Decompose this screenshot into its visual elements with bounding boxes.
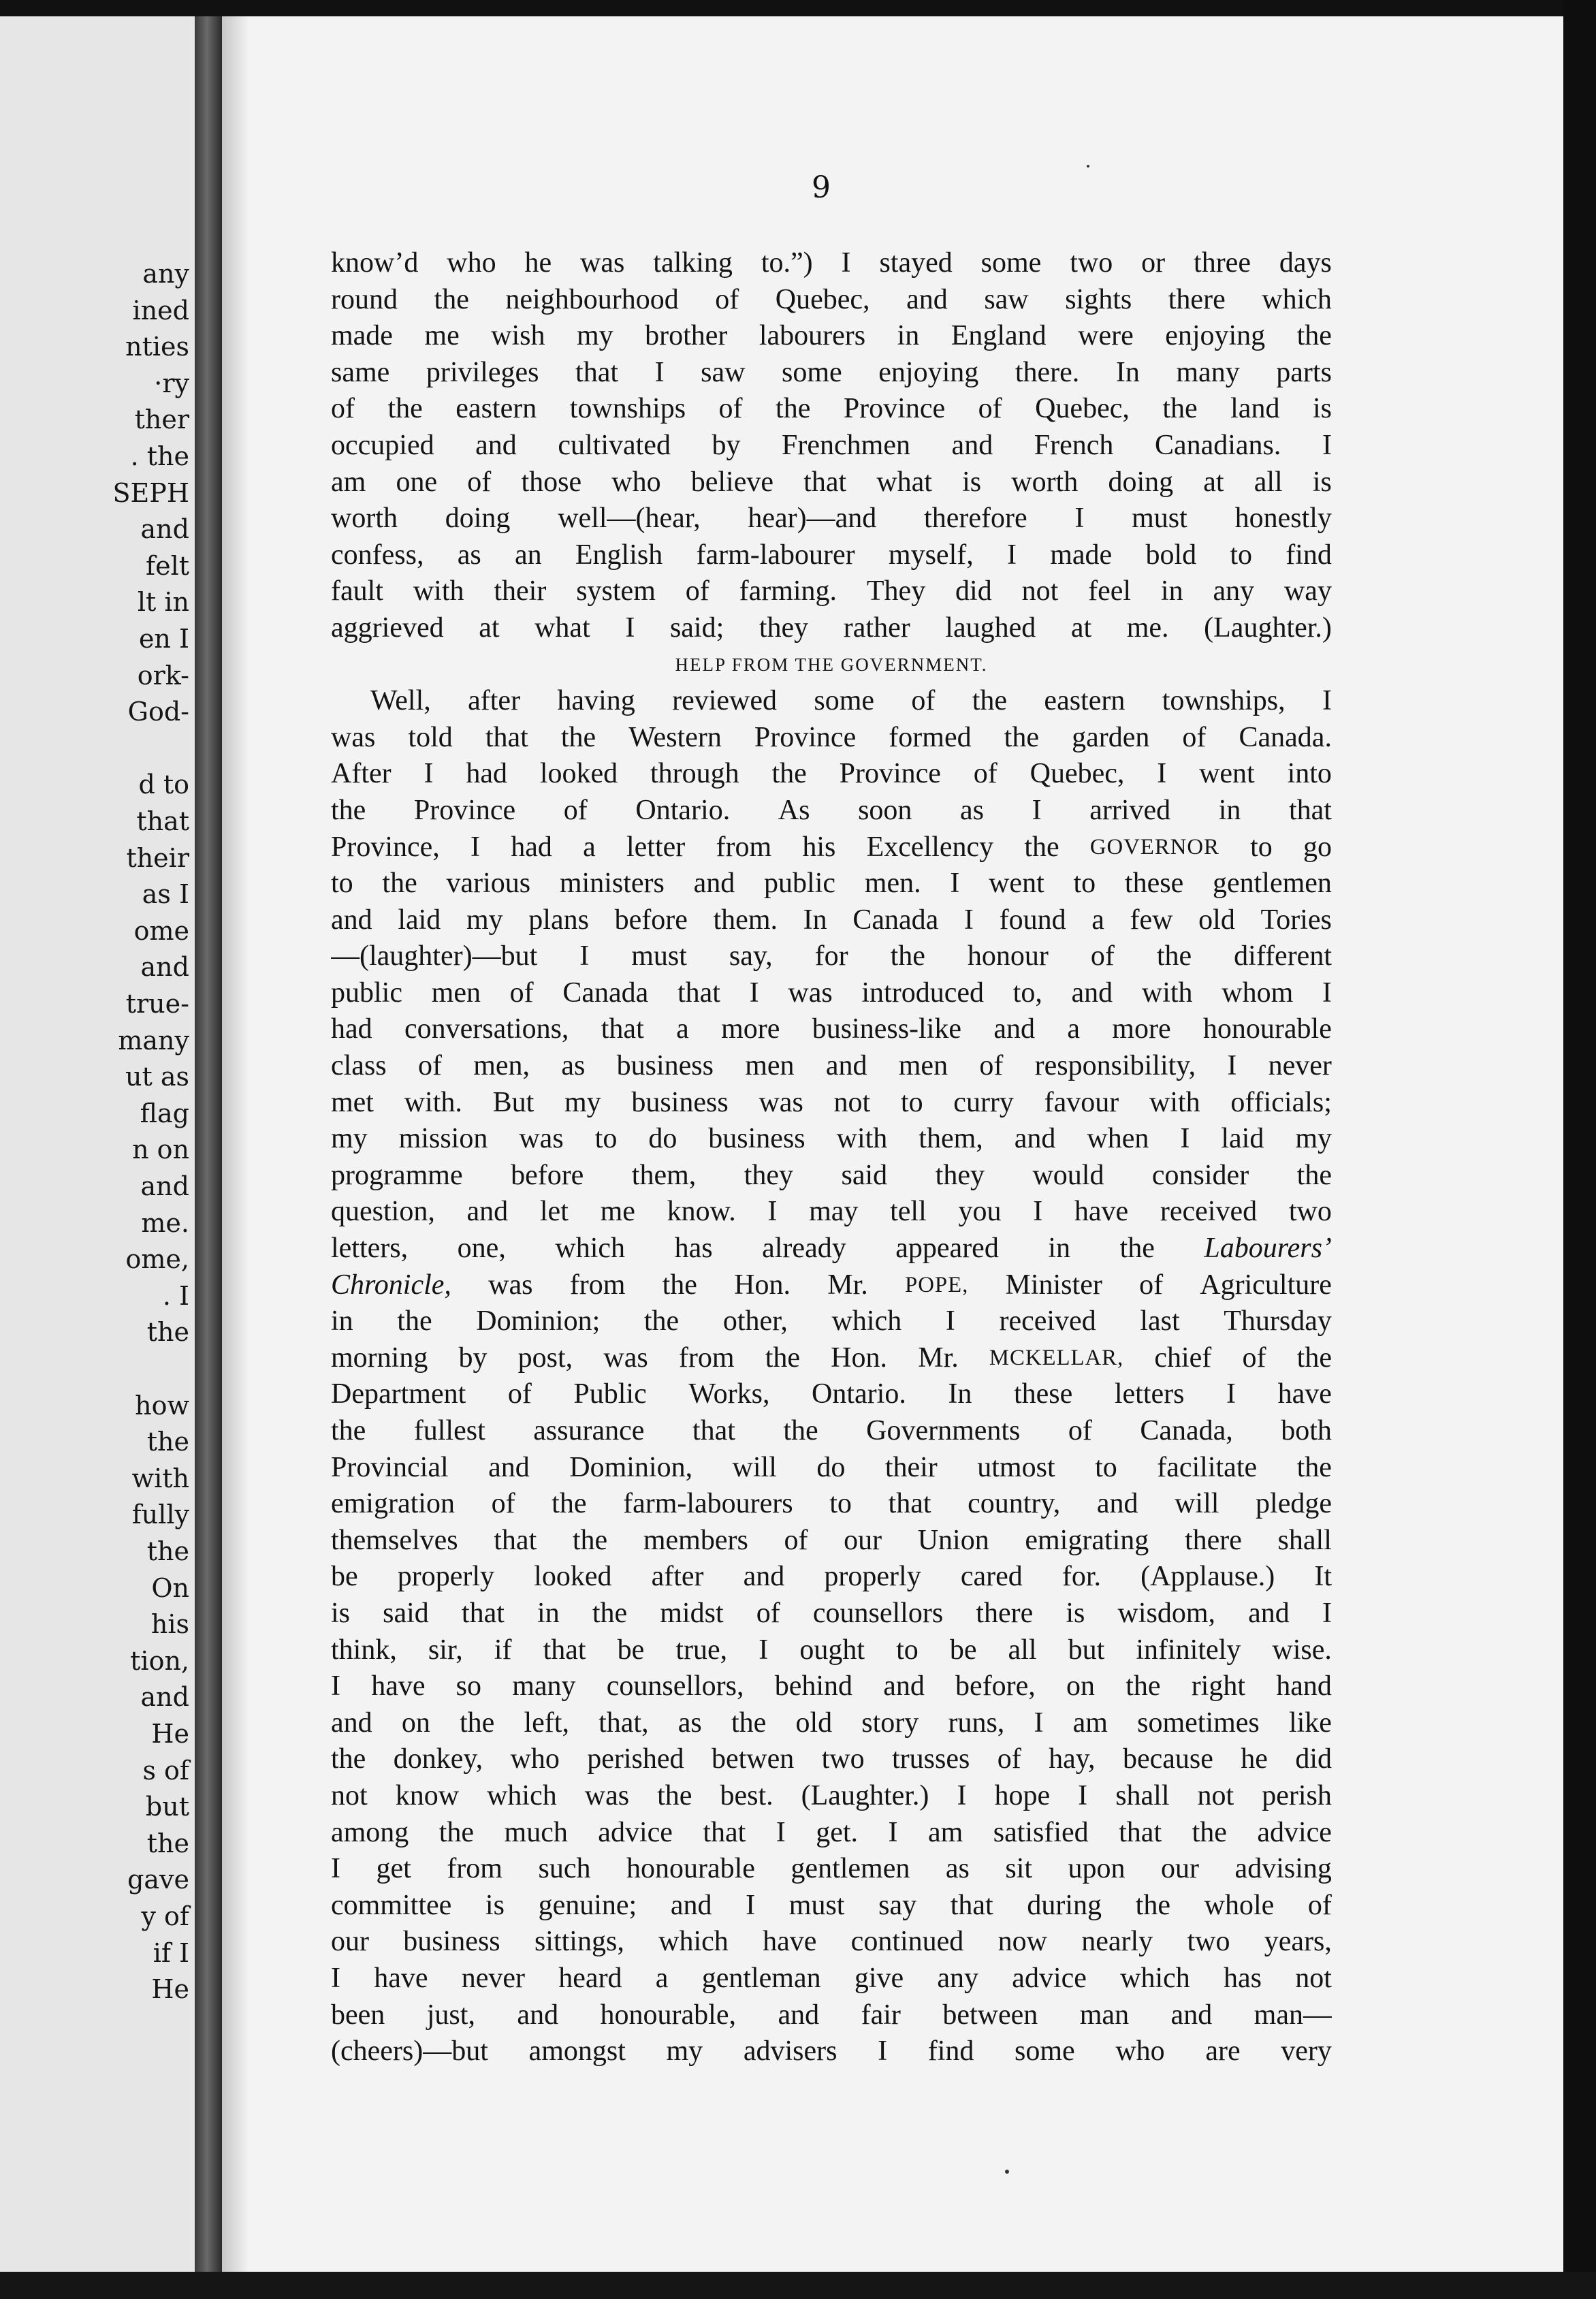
left-page-line-fragment: d to bbox=[138, 770, 189, 800]
text-line: and on the left, that, as the old story runs, I am sometimes like bbox=[331, 1707, 1332, 1739]
left-page-line-fragment: lt in bbox=[137, 587, 189, 618]
left-page-line-fragment: He bbox=[151, 1974, 189, 2005]
left-page-line-fragment: the bbox=[146, 1317, 189, 1348]
text-line: had conversations, that a more business-like and a more honourable bbox=[331, 1013, 1332, 1045]
right-page bbox=[222, 16, 1563, 2272]
left-page-line-fragment: ork- bbox=[137, 660, 189, 691]
text-line: confess, as an English farm-labourer myself, I made bold to find bbox=[331, 539, 1332, 571]
text-line: the Province of Ontario. As soon as I arrived in that bbox=[331, 794, 1332, 826]
left-page-line-fragment: n on bbox=[132, 1135, 189, 1165]
text-line: met with. But my business was not to curry favour with officials; bbox=[331, 1086, 1332, 1118]
text-line: among the much advice that I get. I am satisfied that the advice bbox=[331, 1816, 1332, 1848]
text-line: After I had looked through the Province of Quebec, I went into bbox=[331, 758, 1332, 790]
text-line: class of men, as business men and men of responsibility, I never bbox=[331, 1050, 1332, 1082]
text-line: Province, I had a letter from his Excellency the GOVERNOR to go bbox=[331, 831, 1332, 863]
left-page-line-fragment: the bbox=[146, 1828, 189, 1858]
text-line: —(laughter)—but I must say, for the honour of the different bbox=[331, 940, 1332, 972]
left-page-line-fragment: ined bbox=[132, 295, 189, 326]
left-page-line-fragment: and bbox=[140, 952, 189, 983]
text-line: committee is genuine; and I must say that during the whole of bbox=[331, 1889, 1332, 1921]
left-page-line-fragment: if I bbox=[153, 1937, 189, 1968]
text-line: and laid my plans before them. In Canada I found a few old Tories bbox=[331, 904, 1332, 936]
text-line: be properly looked after and properly cared for. (Applause.) It bbox=[331, 1561, 1332, 1593]
left-page-line-fragment: nties bbox=[125, 332, 189, 362]
left-page-line-fragment: that bbox=[136, 806, 189, 836]
left-page-line-fragment: but bbox=[145, 1792, 189, 1822]
page-body-text bbox=[331, 245, 1332, 2070]
left-page-line-fragment: any bbox=[142, 259, 189, 289]
text-line: not know which was the best. (Laughter.) I hope I shall not perish bbox=[331, 1779, 1332, 1811]
left-page-line-fragment: ut as bbox=[125, 1062, 189, 1092]
text-line: fault with their system of farming. They did not feel in any way bbox=[331, 575, 1332, 607]
text-line: round the neighbourhood of Quebec, and saw sights there which bbox=[331, 283, 1332, 315]
left-page-line-fragment: en I bbox=[138, 624, 189, 654]
text-line: aggrieved at what I said; they rather laughed at me. (Laughter.) bbox=[331, 612, 1332, 644]
text-line: is said that in the midst of counsellors there is wisdom, and I bbox=[331, 1597, 1332, 1629]
text-line: I have never heard a gentleman give any advice which has not bbox=[331, 1962, 1332, 1994]
left-page-line-fragment: s of bbox=[142, 1755, 189, 1786]
left-page-line-fragment: many bbox=[118, 1025, 189, 1056]
text-line: Department of Public Works, Ontario. In these letters I have bbox=[331, 1378, 1332, 1410]
left-page-line-fragment: ther bbox=[134, 405, 189, 435]
left-page-line-fragment: ome, bbox=[125, 1244, 189, 1275]
scan-top-border bbox=[0, 0, 1596, 16]
left-page-line-fragment: true- bbox=[125, 989, 189, 1019]
left-page-line-fragment: the bbox=[146, 1536, 189, 1566]
text-line: emigration of the farm-labourers to that country, and will pledge bbox=[331, 1488, 1332, 1520]
text-line: I get from such honourable gentlemen as sit upon our advising bbox=[331, 1853, 1332, 1885]
left-page-line-fragment: tion, bbox=[130, 1645, 189, 1676]
left-page-line-fragment: God- bbox=[127, 697, 189, 727]
scan-bottom-border bbox=[0, 2272, 1596, 2299]
text-line: made me wish my brother labourers in England were enjoying the bbox=[331, 320, 1332, 352]
page-number: 9 bbox=[812, 170, 831, 205]
section-heading: HELP FROM THE GOVERNMENT. bbox=[675, 654, 988, 675]
left-page-line-fragment: and bbox=[140, 514, 189, 545]
left-page-line-fragment: fully bbox=[131, 1500, 189, 1530]
text-line: been just, and honourable, and fair between man and man— bbox=[331, 1999, 1332, 2031]
left-page-line-fragment: . the bbox=[130, 441, 189, 471]
text-line: worth doing well—(hear, hear)—and therefore I must honestly bbox=[331, 503, 1332, 535]
text-line: occupied and cultivated by Frenchmen and French Canadians. I bbox=[331, 429, 1332, 461]
ink-speck bbox=[1005, 2170, 1009, 2174]
left-page-line-fragment: flag bbox=[140, 1098, 189, 1128]
book-gutter bbox=[195, 16, 222, 2272]
left-page-line-fragment: and bbox=[140, 1682, 189, 1713]
left-page-line-fragment: gave bbox=[127, 1865, 189, 1895]
left-page-line-fragment: their bbox=[126, 842, 189, 873]
left-page-line-fragment: On bbox=[151, 1572, 189, 1603]
scan-right-border bbox=[1563, 0, 1596, 2299]
text-line: same privileges that I saw some enjoying there. In many parts bbox=[331, 356, 1332, 388]
text-line: Provincial and Dominion, will do their utmost to facilitate the bbox=[331, 1451, 1332, 1483]
text-line: our business sittings, which have continued now nearly two years, bbox=[331, 1926, 1332, 1958]
text-line: the donkey, who perished betwen two trusses of hay, because he did bbox=[331, 1743, 1332, 1775]
left-page-line-fragment: how bbox=[135, 1390, 189, 1421]
left-page-fragment bbox=[0, 16, 195, 2272]
text-line: Chronicle, was from the Hon. Mr. POPE, Minister of Agriculture bbox=[331, 1269, 1332, 1301]
left-page-line-fragment: ome bbox=[133, 915, 189, 946]
left-page-line-fragment: with bbox=[131, 1463, 189, 1493]
text-line: morning by post, was from the Hon. Mr. MCKELLAR, chief of the bbox=[331, 1342, 1332, 1374]
left-page-line-fragment: ·ry bbox=[154, 368, 189, 398]
left-page-line-fragment: y of bbox=[141, 1901, 189, 1931]
text-line: was told that the Western Province formed the garden of Canada. bbox=[331, 721, 1332, 753]
left-page-line-fragment: as I bbox=[142, 879, 189, 910]
text-line: Well, after having reviewed some of the eastern townships, I bbox=[370, 685, 1332, 717]
text-line: (cheers)—but amongst my advisers I find some who are very bbox=[331, 2035, 1332, 2067]
text-line: am one of those who believe that what is worth doing at all is bbox=[331, 466, 1332, 498]
text-line: public men of Canada that I was introduced to, and with whom I bbox=[331, 977, 1332, 1009]
left-page-line-fragment: He bbox=[151, 1719, 189, 1749]
left-page-line-fragment: . I bbox=[162, 1280, 189, 1311]
left-page-line-fragment: the bbox=[146, 1427, 189, 1457]
left-page-line-fragment: and bbox=[140, 1171, 189, 1201]
left-page-line-fragment: felt bbox=[146, 550, 189, 581]
text-line: programme before them, they said they would consider the bbox=[331, 1159, 1332, 1191]
text-line: question, and let me know. I may tell you I have received two bbox=[331, 1196, 1332, 1228]
text-line: know’d who he was talking to.”) I stayed some two or three days bbox=[331, 247, 1332, 279]
left-page-line-fragment: me. bbox=[141, 1207, 189, 1238]
text-line: my mission was to do business with them, and when I laid my bbox=[331, 1123, 1332, 1155]
text-line: think, sir, if that be true, I ought to be all but infinitely wise. bbox=[331, 1634, 1332, 1666]
text-line: I have so many counsellors, behind and before, on the right hand bbox=[331, 1670, 1332, 1702]
text-line: in the Dominion; the other, which I received last Thursday bbox=[331, 1305, 1332, 1337]
text-line: letters, one, which has already appeared in the Labourers’ bbox=[331, 1233, 1332, 1265]
text-line: the fullest assurance that the Governments of Canada, both bbox=[331, 1415, 1332, 1446]
left-page-line-fragment: SEPH bbox=[112, 477, 189, 508]
text-line: to the various ministers and public men. I went to these gentlemen bbox=[331, 868, 1332, 900]
text-line: of the eastern townships of the Province of Quebec, the land is bbox=[331, 393, 1332, 425]
ink-speck bbox=[1087, 165, 1089, 168]
text-line: themselves that the members of our Union emigrating there shall bbox=[331, 1524, 1332, 1556]
left-page-line-fragment: his bbox=[150, 1609, 189, 1640]
